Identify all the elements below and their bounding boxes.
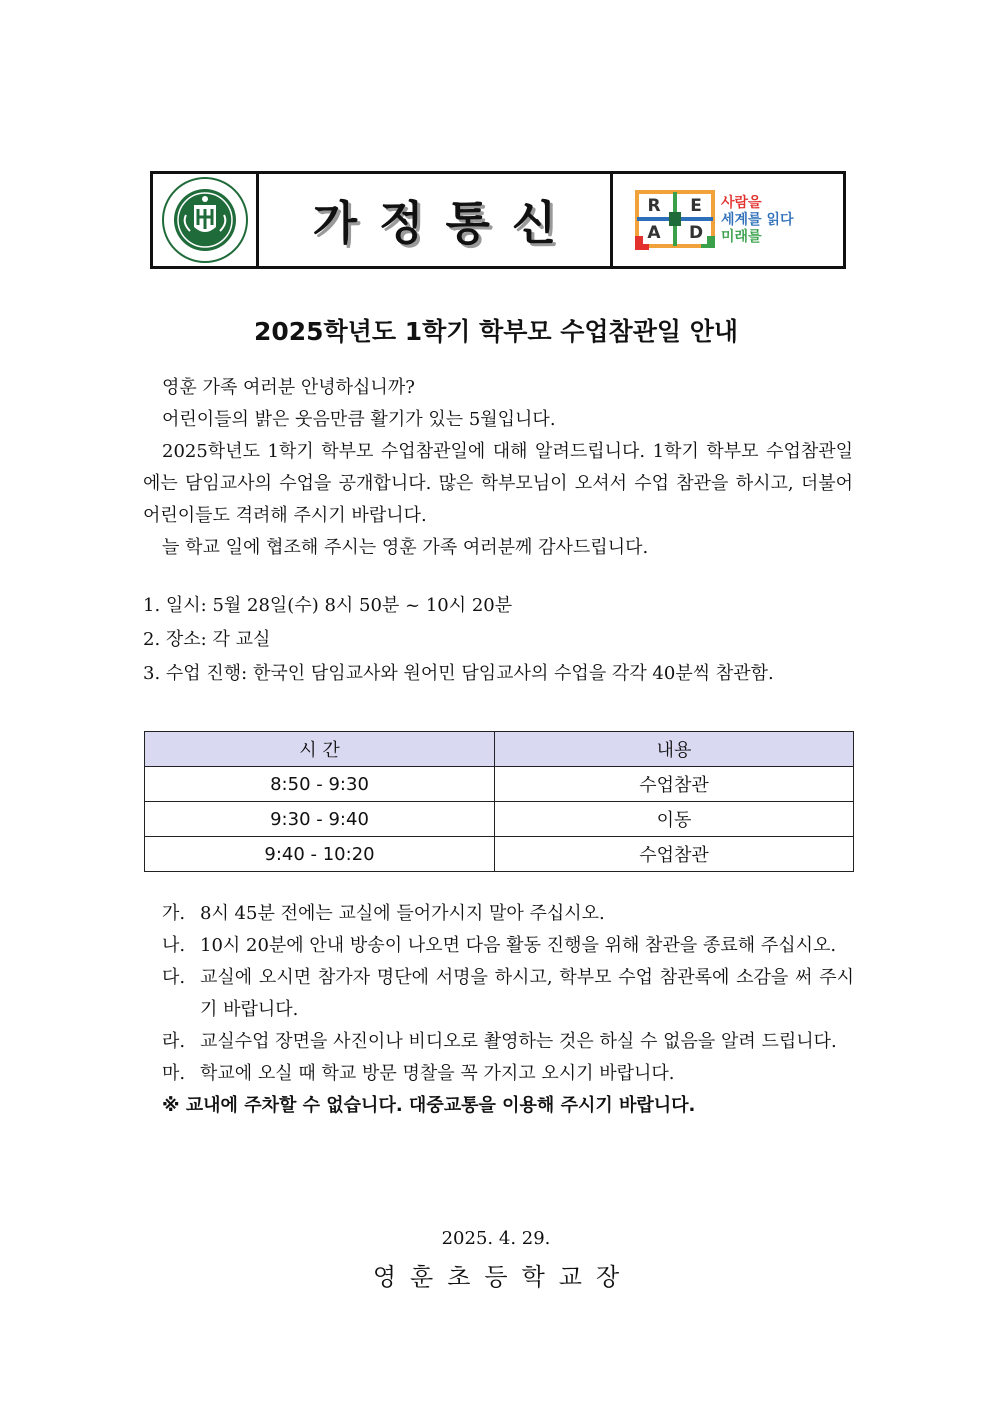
note-text: 교실에 오시면 참가자 명단에 서명을 하시고, 학부모 수업 참관록에 소감을 써 주시기 바랍니다. — [200, 967, 854, 1020]
content-cell: 수업참관 — [495, 767, 854, 802]
intro-thanks: 늘 학교 일에 협조해 주시는 영훈 가족 여러분께 감사드립니다. — [162, 537, 649, 558]
school-emblem-icon — [160, 175, 250, 265]
note-item — [162, 1058, 854, 1090]
note-marker: 마. — [162, 1063, 186, 1084]
content-cell: 이동 — [495, 802, 854, 837]
note-item — [162, 930, 854, 962]
notes-list — [162, 898, 854, 1122]
table-row — [145, 802, 854, 837]
time-cell: 8:50 - 9:30 — [145, 767, 495, 802]
note-text: 8시 45분 전에는 교실에 들어가시지 말아 주십시오. — [200, 903, 605, 924]
read-letter-d: D — [685, 222, 707, 244]
table-row — [145, 767, 854, 802]
note-marker: 가. — [162, 903, 186, 924]
table-header-row — [145, 732, 854, 767]
note-marker: 나. — [162, 935, 186, 956]
note-text: 교실수업 장면을 사진이나 비디오로 촬영하는 것은 하실 수 없음을 알려 드립니다. — [200, 1031, 837, 1052]
read-letter-a: A — [643, 222, 665, 244]
content-cell: 수업참관 — [495, 837, 854, 872]
schedule-table — [144, 731, 854, 872]
note-marker: 다. — [162, 967, 186, 988]
item-class-procedure: 3. 수업 진행: 한국인 담임교사와 원어민 담임교사의 수업을 각각 40분씩 참관함. — [143, 663, 774, 684]
header-banner — [150, 171, 846, 269]
column-header-time: 시 간 — [145, 732, 495, 767]
page-title: 2025학년도 1학기 학부모 수업참관일 안내 — [253, 317, 739, 346]
table-row — [145, 837, 854, 872]
intro-line: 어린이들의 밝은 웃음만큼 활기가 있는 5월입니다. — [162, 409, 556, 430]
slogan-line: 사람을 — [721, 194, 762, 211]
time-cell: 9:40 - 10:20 — [145, 837, 495, 872]
parking-warning: ※ 교내에 주차할 수 없습니다. 대중교통을 이용해 주시기 바랍니다. — [162, 1095, 696, 1116]
intro-section — [143, 372, 853, 564]
item-datetime: 1. 일시: 5월 28일(수) 8시 50분 ~ 10시 20분 — [143, 595, 513, 616]
note-item — [162, 962, 854, 1026]
read-letter-grid — [635, 188, 715, 252]
read-letter-e: E — [685, 195, 707, 217]
slogan-line: 세계를 읽다 — [721, 211, 794, 228]
read-slogan-text — [721, 195, 794, 246]
banner-title: 가정통신 — [259, 174, 613, 266]
note-text: 10시 20분에 안내 방송이 나오면 다음 활동 진행을 위해 참관을 종료해 주십시오. — [200, 935, 837, 956]
school-logo — [153, 174, 259, 266]
slogan-line: 미래를 — [721, 228, 762, 245]
read-letter-r: R — [643, 195, 665, 217]
column-header-content: 내용 — [495, 732, 854, 767]
intro-greeting: 영훈 가족 여러분 안녕하십니까? — [162, 377, 415, 398]
intro-paragraph: 2025학년도 1학기 학부모 수업참관일에 대해 알려드립니다. 1학기 학부모 수업참관일에는 담임교사의 수업을 공개합니다. 많은 학부모님이 오셔서 수업 참관을 하시고, 더불어 어린이들도 격려해 주시기 바랍니다. — [143, 441, 853, 526]
note-item — [162, 1026, 854, 1058]
signer-name: 영훈초등학교장 — [372, 1263, 634, 1291]
read-slogan-logo — [613, 174, 843, 266]
note-item — [162, 898, 854, 930]
note-text: 학교에 오실 때 학교 방문 명찰을 꼭 가지고 오시기 바랍니다. — [200, 1063, 675, 1084]
note-marker: 라. — [162, 1031, 186, 1052]
issue-date: 2025. 4. 29. — [441, 1228, 551, 1249]
item-location: 2. 장소: 각 교실 — [143, 629, 271, 650]
time-cell: 9:30 - 9:40 — [145, 802, 495, 837]
